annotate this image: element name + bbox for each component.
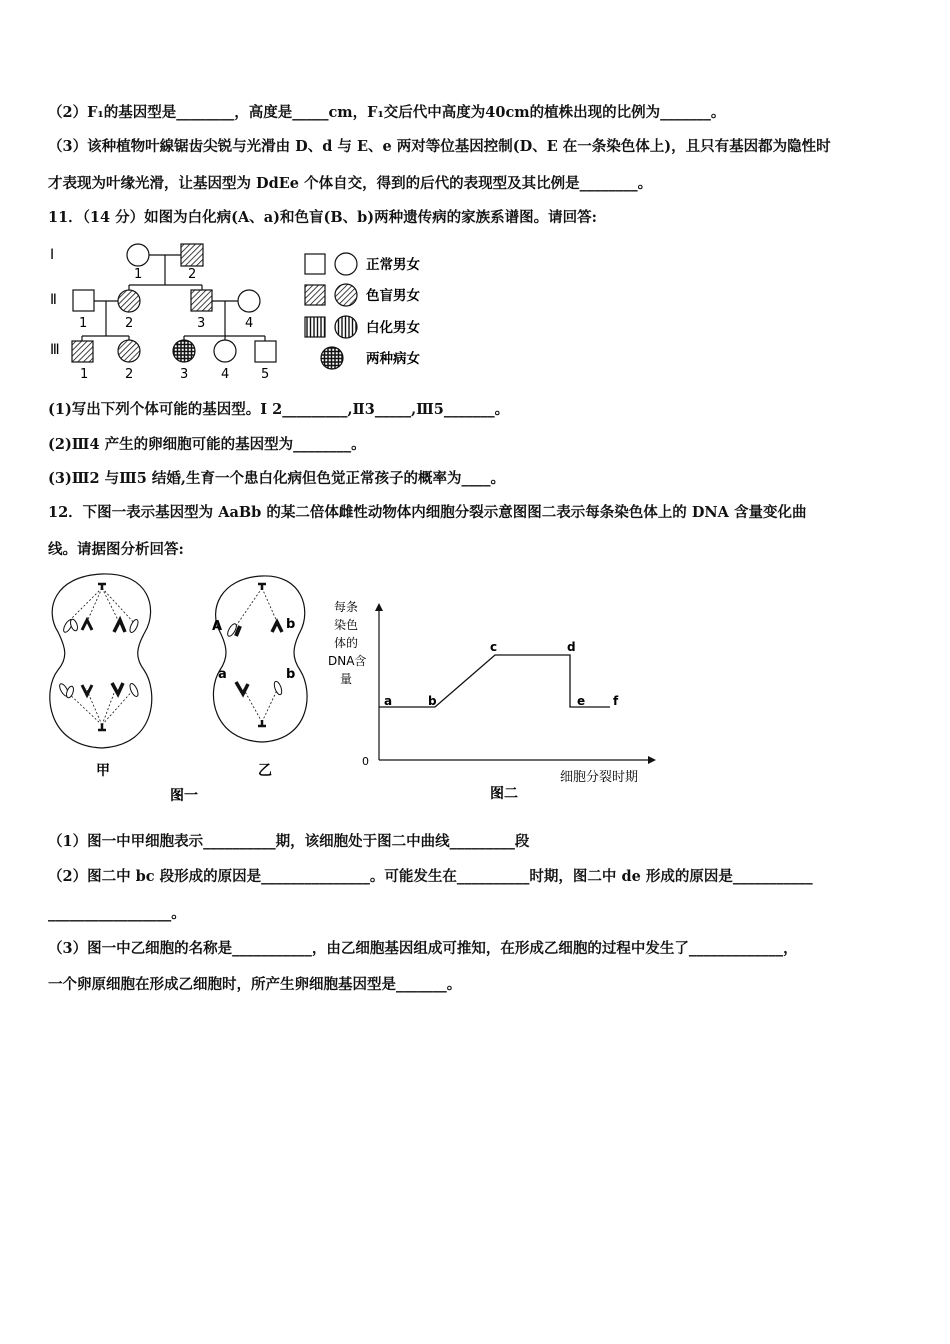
figure-1-cells bbox=[40, 570, 330, 810]
fig2-y-axis-label bbox=[328, 599, 366, 686]
q12-sub2-line2: _________________。 bbox=[48, 905, 186, 922]
legend-colorblind-label: 色盲男女 bbox=[366, 288, 420, 304]
q12-sub2-line1: （2）图二中 bc 段形成的原因是_______________。可能发生在__________时期，图二中 de 形成的原因是___________ bbox=[48, 868, 813, 885]
pedigree-III3-num: 3 bbox=[180, 367, 189, 382]
legend-normal-female-icon bbox=[335, 253, 357, 275]
fig2-point-d: d bbox=[567, 640, 576, 654]
q12-title-line2: 线。请据图分析回答: bbox=[48, 541, 184, 558]
gene-label-a: a bbox=[218, 667, 227, 682]
fig2-point-a: a bbox=[384, 694, 393, 708]
q12-sub1: （1）图一中甲细胞表示__________期，该细胞处于图二中曲线_________段 bbox=[48, 833, 530, 850]
legend-albino-label: 白化男女 bbox=[366, 320, 420, 336]
fig2-y-arrow bbox=[375, 603, 383, 611]
fig2-ylabel-line5: 量 bbox=[340, 672, 353, 686]
pedigree-III5-num: 5 bbox=[261, 367, 270, 382]
gen-label-3: Ⅲ bbox=[50, 342, 60, 358]
pedigree-III2-colorblind-female bbox=[118, 340, 140, 362]
legend-colorblind-male-icon bbox=[305, 285, 325, 305]
pedigree-III1-colorblind-male bbox=[72, 341, 93, 362]
legend-albino-female-icon bbox=[335, 316, 357, 338]
q11-sub2: (2)Ⅲ4 产生的卵细胞可能的基因型为________。 bbox=[48, 436, 366, 453]
gen-label-2: Ⅱ bbox=[50, 292, 57, 308]
q12-sub3-line2: 一个卵原细胞在形成乙细胞时，所产生卵细胞基因型是_______。 bbox=[48, 976, 462, 993]
q11-title: 11．（14 分）如图为白化病(A、a)和色盲(B、b)两种遗传病的家族系谱图。请回答: bbox=[48, 209, 597, 226]
pedigree-I1-num: 1 bbox=[134, 267, 143, 282]
pedigree-III1-num: 1 bbox=[80, 367, 89, 382]
legend-normal-label: 正常男女 bbox=[366, 257, 420, 273]
pedigree-II2-colorblind-female bbox=[118, 290, 140, 312]
cell-yi-outline bbox=[213, 576, 307, 742]
pedigree-II4-female bbox=[238, 290, 260, 312]
fig2-origin: 0 bbox=[362, 755, 369, 768]
fig2-curve bbox=[379, 655, 610, 707]
gene-label-b-upper: b bbox=[286, 617, 296, 632]
pedigree-II3-colorblind-male bbox=[191, 290, 212, 311]
cell-yi-label: 乙 bbox=[258, 763, 272, 779]
pedigree-I2-num: 2 bbox=[188, 267, 197, 282]
fig2-point-f: f bbox=[613, 694, 619, 708]
q12-title-line1: 12．下图一表示基因型为 AaBb 的某二倍体雌性动物体内细胞分裂示意图图二表示每条染色体上的 DNA 含量变化曲 bbox=[48, 504, 807, 521]
pedigree-lines bbox=[82, 255, 265, 341]
q10-part2: （2）F₁的基因型是________，高度是_____cm，F₁交后代中高度为40cm的植株出现的比例为_______。 bbox=[48, 104, 726, 121]
pedigree-II1-male bbox=[73, 290, 94, 311]
pedigree-II3-num: 3 bbox=[197, 316, 206, 331]
gen-label-1: Ⅰ bbox=[50, 247, 55, 263]
pedigree-III4-female bbox=[214, 340, 236, 362]
fig2-point-c: c bbox=[490, 640, 498, 654]
legend-colorblind-female-icon bbox=[335, 284, 357, 306]
fig2-point-b: b bbox=[428, 694, 437, 708]
figure-1-caption: 图一 bbox=[170, 788, 198, 804]
fig2-ylabel-line1: 每条 bbox=[334, 600, 359, 614]
figure-2-dna-curve bbox=[320, 595, 670, 810]
fig2-point-e: e bbox=[577, 694, 586, 708]
pedigree-III4-num: 4 bbox=[221, 367, 230, 382]
pedigree-chart bbox=[40, 235, 440, 385]
legend-both-label: 两种病女 bbox=[366, 351, 420, 367]
fig2-ylabel-line4: DNA含 bbox=[328, 654, 367, 668]
gene-label-b-lower: b bbox=[286, 667, 296, 682]
fig2-x-arrow bbox=[648, 756, 656, 764]
figure-2-caption: 图二 bbox=[490, 786, 518, 802]
legend-albino-male-icon bbox=[305, 317, 325, 337]
legend-both-female-icon bbox=[321, 347, 343, 369]
fig2-ylabel-line2: 染色 bbox=[334, 618, 359, 632]
pedigree-III5-male bbox=[255, 341, 276, 362]
fig2-ylabel-line3: 体的 bbox=[334, 636, 359, 650]
cell-jia-label: 甲 bbox=[96, 763, 110, 779]
legend-normal-male-icon bbox=[305, 254, 325, 274]
pedigree-I1-female bbox=[127, 244, 149, 266]
pedigree-II2-num: 2 bbox=[125, 316, 134, 331]
pedigree-II4-num: 4 bbox=[245, 316, 254, 331]
q12-sub3-line1: （3）图一中乙细胞的名称是___________，由乙细胞基因组成可推知，在形成乙细胞的过程中发生了_____________， bbox=[48, 940, 798, 957]
fig2-xlabel: 细胞分裂时期 bbox=[560, 770, 639, 785]
pedigree-II1-num: 1 bbox=[79, 316, 88, 331]
q10-part3-line2: 才表现为叶缘光滑，让基因型为 DdEe 个体自交，得到的后代的表现型及其比例是________。 bbox=[48, 175, 653, 192]
q11-sub1: (1)写出下列个体可能的基因型。Ⅰ 2_________,Ⅱ3_____,Ⅲ5_______。 bbox=[48, 401, 510, 418]
gene-label-A: A bbox=[212, 619, 223, 634]
q11-sub3: (3)Ⅲ2 与Ⅲ5 结婚,生育一个患白化病但色觉正常孩子的概率为____。 bbox=[48, 470, 505, 487]
pedigree-III3-both-diseases-female bbox=[173, 340, 195, 362]
cell-jia-outline bbox=[50, 574, 152, 748]
pedigree-III2-num: 2 bbox=[125, 367, 134, 382]
pedigree-I2-colorblind-male bbox=[181, 244, 203, 266]
q10-part3-line1: （3）该种植物叶線锯齿尖锐与光滑由 D、d 与 E、e 两对等位基因控制(D、E 在一条染色体上)，且只有基因都为隐性时 bbox=[48, 138, 831, 155]
